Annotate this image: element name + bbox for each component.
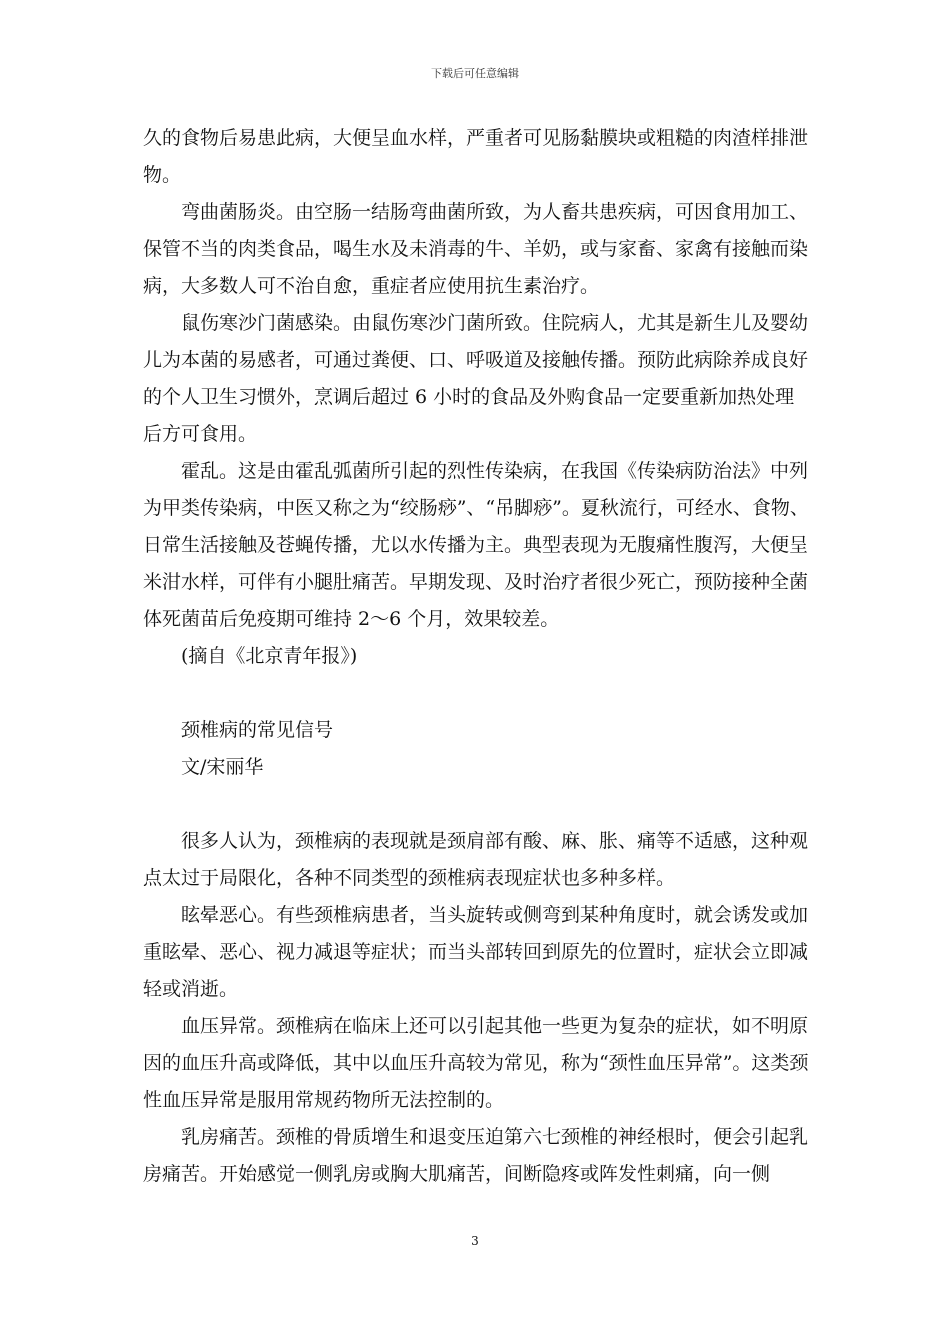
article-title: 颈椎病的常见信号 — [181, 719, 334, 741]
paragraph: 鼠伤寒沙门菌感染。由鼠伤寒沙门菌所致。住院病人，尤其是新生儿及婴幼儿为本菌的易感者，可通过粪便、口、呼吸道及接触传播。预防此病除养成良好的个人卫生习惯外，烹调后超过 6 小时的食品及外购食品一定要重新加热处理后方可食用。 — [143, 312, 809, 445]
page-number: 3 — [471, 1234, 479, 1248]
spacer — [143, 675, 813, 712]
paragraph: 很多人认为，颈椎病的表现就是颈肩部有酸、麻、胀、痛等不适感，这种观点太过于局限化，各种不同类型的颈椎病表现症状也多种多样。 — [143, 830, 809, 889]
paragraph: 霍乱。这是由霍乱弧菌所引起的烈性传染病，在我国《传染病防治法》中列为甲类传染病，中医又称之为“绞肠痧”、“吊脚痧”。夏秋流行，可经水、食物、日常生活接触及苍蝇传播，尤以水传播为主。典型表现为无腹痛性腹泻，大便呈米泔水样，可伴有小腿肚痛苦。早期发现、及时治疗者很少死亡，预防接种全菌体死菌苗后免疫期可维持 2～6 个月，效果较差。 — [143, 460, 809, 630]
paragraph: 乳房痛苦。颈椎的骨质增生和退变压迫第六七颈椎的神经根时，便会引起乳房痛苦。开始感觉一侧乳房或胸大肌痛苦，间断隐疼或阵发性刺痛，向一侧 — [143, 1126, 809, 1185]
spacer — [143, 786, 813, 823]
paragraph: 久的食物后易患此病，大便呈血水样，严重者可见肠黏膜块或粗糙的肉渣样排泄物。 — [143, 127, 809, 186]
paragraph: 弯曲菌肠炎。由空肠一结肠弯曲菌所致，为人畜共患疾病，可因食用加工、保管不当的肉类食品，喝生水及未消毒的牛、羊奶，或与家畜、家禽有接触而染病，大多数人可不治自愈，重症者应使用抗生素治疗。 — [143, 201, 809, 297]
paragraph: 血压异常。颈椎病在临床上还可以引起其他一些更为复杂的症状，如不明原因的血压升高或降低，其中以血压升高较为常见，称为“颈性血压异常”。这类颈性血压异常是服用常规药物所无法控制的。 — [143, 1015, 809, 1111]
source-note: (摘自《北京青年报》) — [181, 645, 358, 667]
page-header: 下载后可任意编辑 — [431, 67, 519, 80]
paragraph: 眩晕恶心。有些颈椎病患者，当头旋转或侧弯到某种角度时，就会诱发或加重眩晕、恶心、视力减退等症状；而当头部转回到原先的位置时，症状会立即减轻或消逝。 — [143, 904, 809, 1000]
document-body — [143, 120, 813, 1193]
article-author: 文/宋丽华 — [181, 756, 264, 778]
